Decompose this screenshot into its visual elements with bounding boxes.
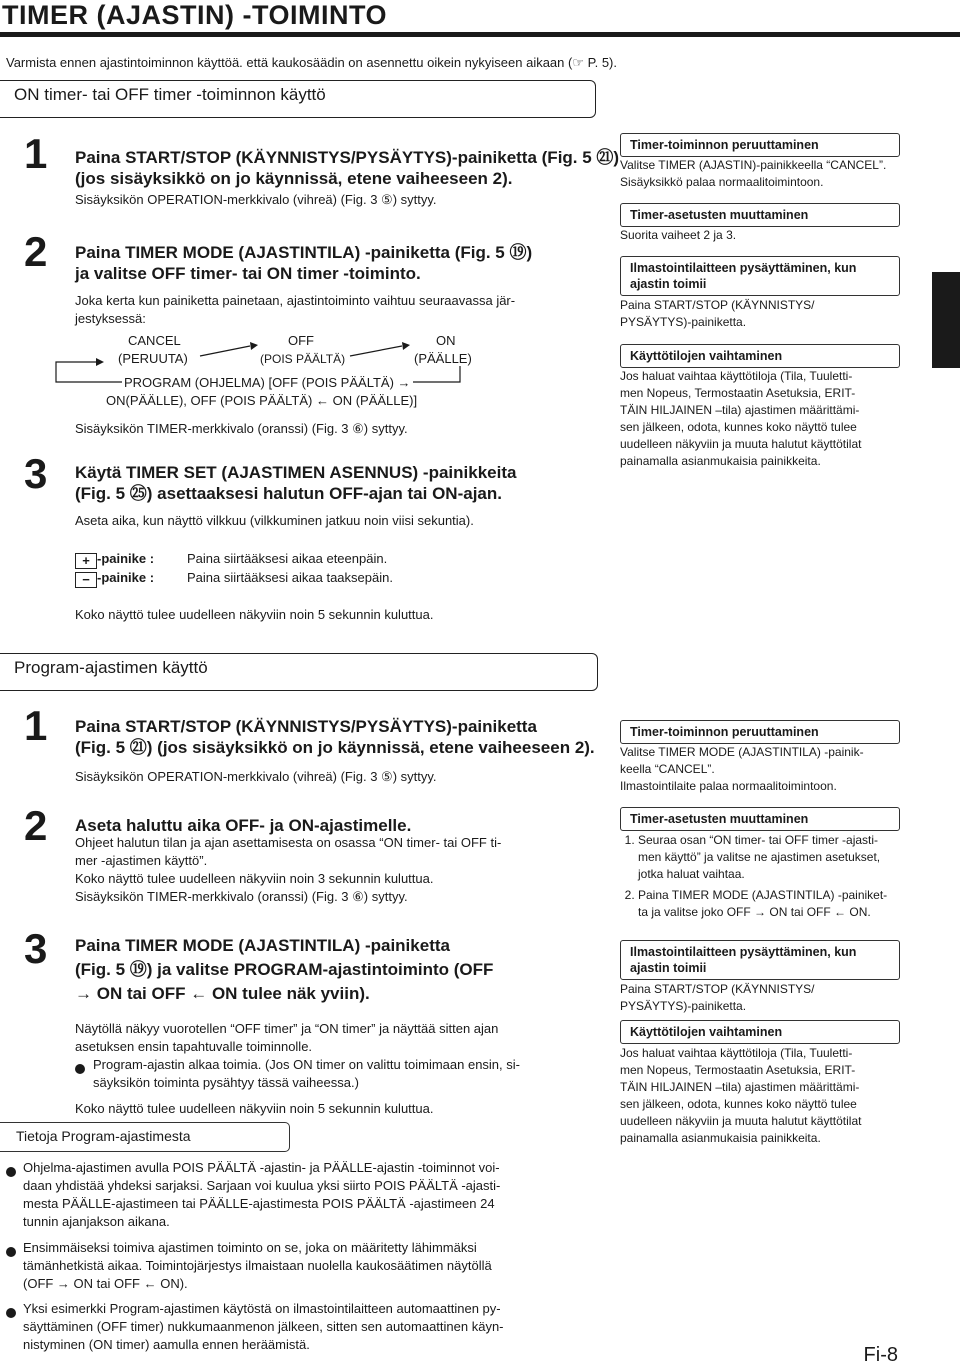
step-number: 3 — [24, 450, 48, 497]
section-title-on-off-timer: ON timer- tai OFF timer -toiminnon käyttö — [0, 80, 596, 118]
info-box-title: Tietoja Program-ajastimesta — [0, 1122, 290, 1152]
step-body: Sisäyksikön OPERATION-merkkivalo (vihreä) (Fig. 3 ⑤) syttyy. — [75, 192, 437, 207]
cycle-program-l2: ON(PÄÄLLE), OFF (POIS PÄÄLTÄ) ← ON (PÄÄLLE)] — [106, 393, 418, 408]
step-body: Ohjeet halutun tilan ja ajan asettamisesta on osassa “ON timer- tai OFF ti- mer -ajastimen käyttö”. Koko näyttö tulee uudelleen näkyviin noin 3 sekunnin kuluttua. Sisäyksikön TIMER-merkkivalo (oranssi) (Fig. 3 ⑥) syttyy. — [75, 835, 502, 904]
final-note: Koko näyttö tulee uudelleen näkyviin noin 5 sekunnin kuluttua. — [75, 607, 434, 622]
step-body: Sisäyksikön OPERATION-merkkivalo (vihreä) (Fig. 3 ⑤) syttyy. — [75, 769, 437, 784]
minus-button-icon: − — [75, 572, 97, 588]
step-heading: Käytä TIMER SET (AJASTIMEN ASENNUS) -painikkeita (Fig. 5 ㉕) asettaaksesi halutun OFF-ajan tai ON-ajan. — [75, 463, 517, 503]
page-number: Fi-8 — [863, 1344, 898, 1366]
sidebar-head: Timer-asetusten muuttaminen — [620, 807, 900, 831]
step-number: 1 — [24, 130, 48, 177]
step-heading: Paina START/STOP (KÄYNNISTYS/PYSÄYTYS)-painiketta (Fig. 5 ㉑) (jos sisäyksikkö on jo käynnissä, etene vaiheeseen 2). — [75, 148, 620, 188]
sidebar-head: Timer-asetusten muuttaminen — [620, 203, 900, 227]
plus-button-row: + -painike : — [75, 550, 154, 569]
cycle-off: OFF — [288, 333, 314, 348]
final-note: Koko näyttö tulee uudelleen näkyviin noin 5 sekunnin kuluttua. — [75, 1101, 434, 1116]
sidebar-head: Ilmastointilaitteen pysäyttäminen, kun ajastin toimii — [620, 940, 900, 980]
step-body: Aseta aika, kun näyttö vilkkuu (vilkkuminen jatkuu noin viisi sekuntia). — [75, 513, 474, 528]
step-number: 2 — [24, 228, 48, 275]
step-body: Joka kerta kun painiketta painetaan, ajastintoiminto vaihtuu seuraavassa jär- jestyksessä: — [75, 293, 516, 326]
sidebar-body: Suorita vaiheet 2 ja 3. — [620, 228, 737, 242]
step-heading: Aseta haluttu aika OFF- ja ON-ajastimelle. — [75, 816, 412, 835]
sidebar-head: Ilmastointilaitteen pysäyttäminen, kun ajastin toimii — [620, 256, 900, 296]
sidebar-body: Paina START/STOP (KÄYNNISTYS/ PYSÄYTYS)-painiketta. — [620, 298, 815, 329]
section-title-program-timer: Program-ajastimen käyttö — [0, 653, 598, 691]
info-bullet: Yksi esimerkki Program-ajastimen käytöstä on ilmastointilaitteen automaattinen py- säyttäminen (OFF timer) nukkumaanmenon jälkeen, sitten sen automaattinen käyn- nistyminen (ON timer) aamulla ennen heräämistä. — [23, 1301, 504, 1352]
sidebar-list: 1. Seuraa osan “ON timer- tai OFF timer -ajasti- men käyttö” ja valitse ne ajastimen asetukset, jotka haluat vaihtaa. 2. Paina TIMER MODE (AJASTINTILA) -painiket- ta ja valitse joko OFF → ON tai OFF ← ON. — [620, 832, 905, 921]
sidebar-body: Jos haluat vaihtaa käyttötiloja (Tila, Tuuletti- men Nopeus, Termostaatin Asetuksia, ERIT- TÄIN HILJAINEN –tila) ajastimen määrittämi- sen jälkeen, odota, kunnes koko näyttö tulee uudelleen näkyviin ja muuta halutut käyttötilat painamalla asianmukaisia painikkeita. — [620, 1046, 862, 1145]
sidebar-head: Timer-toiminnon peruuttaminen — [620, 720, 900, 744]
step-bullet-text: Program-ajastin alkaa toimia. (Jos ON timer on valittu toimimaan ensin, si- säyksikön toiminta pysähtyy tässä vaiheessa.) — [93, 1057, 520, 1090]
plus-button-desc: Paina siirtääksesi aikaa eteenpäin. — [187, 551, 388, 566]
sidebar-body: Jos haluat vaihtaa käyttötiloja (Tila, Tuuletti- men Nopeus, Termostaatin Asetuksia, ERIT- TÄIN HILJAINEN –tila) ajastimen määrittämi- sen jälkeen, odota, kunnes koko näyttö tulee uudelleen näkyviin ja muuta halutut käyttötilat painamalla asianmukaisia painikkeita. — [620, 369, 862, 468]
chapter-tab-marker — [932, 272, 960, 368]
step-heading: Paina TIMER MODE (AJASTINTILA) -painiketta (Fig. 5 ⑲) ja valitse PROGRAM-ajastintoiminto (OFF → ON tai OFF ← ON tulee näk yviin). — [75, 936, 494, 1003]
timer-cycle-diagram — [50, 330, 550, 410]
step-heading: Paina TIMER MODE (AJASTINTILA) -painiketta (Fig. 5 ⑲) ja valitse OFF timer- tai ON timer -toiminto. — [75, 243, 533, 283]
plus-button-icon: + — [75, 553, 97, 569]
info-bullet: Ohjelma-ajastimen avulla POIS PÄÄLTÄ -ajastin- ja PÄÄLLE-ajastin -toiminnot voi- daan yhdistää yhdeksi sarjaksi. Sarjaan voi kuulua yksi siirto POIS PÄÄLTÄ -ajasti- mesta PÄÄLLE-ajastimeen tai PÄÄLLE-ajastimesta POIS PÄÄLTÄ -ajastimeen 24 tunnin ajanjakson aikana. — [23, 1160, 501, 1229]
step-body: Näytöllä näkyy vuorotellen “OFF timer” ja “ON timer” ja näyttää sitten ajan asetuksen ensin tapahtuvalle toiminnolle. — [75, 1021, 499, 1054]
info-bullet: Ensimmäiseksi toimiva ajastimen toiminto on se, joka on määritetty lähimmäksi tämänhetkistä aikaa. Toimintojärjestys ilmaistaan nuolella kaukosäätimen näytöllä (OFF → ON tai OFF ← ON). — [23, 1240, 492, 1291]
cycle-on: ON — [436, 333, 456, 348]
minus-button-desc: Paina siirtääksesi aikaa taaksepäin. — [187, 570, 393, 585]
page-title: TIMER (AJASTIN) -TOIMINTO — [2, 0, 387, 30]
step-body: Sisäyksikön TIMER-merkkivalo (oranssi) (Fig. 3 ⑥) syttyy. — [75, 421, 408, 436]
cycle-on-fi: (PÄÄLLE) — [414, 351, 472, 366]
title-rule — [0, 32, 960, 37]
bullet-icon — [6, 1164, 16, 1182]
sidebar-body: Valitse TIMER MODE (AJASTINTILA) -painik- keella “CANCEL”. Ilmastointilaite palaa normaalitoimintoon. — [620, 745, 864, 793]
cycle-cancel-fi: (PERUUTA) — [118, 351, 188, 366]
sidebar-head: Käyttötilojen vaihtaminen — [620, 1020, 900, 1044]
sidebar-body: Valitse TIMER (AJASTIN)-painikkeella “CANCEL”. Sisäyksikkö palaa normaalitoimintoon. — [620, 158, 887, 189]
step-number: 2 — [24, 802, 48, 849]
bullet-icon — [6, 1305, 16, 1323]
sidebar-head: Timer-toiminnon peruuttaminen — [620, 133, 900, 157]
step-heading: Paina START/STOP (KÄYNNISTYS/PYSÄYTYS)-painiketta (Fig. 5 ㉑) (jos sisäyksikkö on jo käynnissä, etene vaiheeseen 2). — [75, 717, 595, 757]
step-number: 3 — [24, 925, 48, 972]
cycle-off-fi: (POIS PÄÄLTÄ) — [260, 352, 346, 366]
intro-text: Varmista ennen ajastintoiminnon käyttöä. että kaukosäädin on asennettu oikein nykyiseen aikaan (☞ P. 5). — [6, 55, 617, 70]
sidebar-head: Käyttötilojen vaihtaminen — [620, 344, 900, 368]
minus-button-row: − -painike : — [75, 569, 154, 588]
cycle-program-l1: PROGRAM (OHJELMA) [OFF (POIS PÄÄLTÄ) → — [124, 375, 411, 390]
bullet-icon — [75, 1061, 85, 1079]
bullet-icon — [6, 1244, 16, 1262]
sidebar-body: Paina START/STOP (KÄYNNISTYS/ PYSÄYTYS)-painiketta. — [620, 982, 815, 1013]
step-number: 1 — [24, 702, 48, 749]
cycle-cancel: CANCEL — [128, 333, 181, 348]
